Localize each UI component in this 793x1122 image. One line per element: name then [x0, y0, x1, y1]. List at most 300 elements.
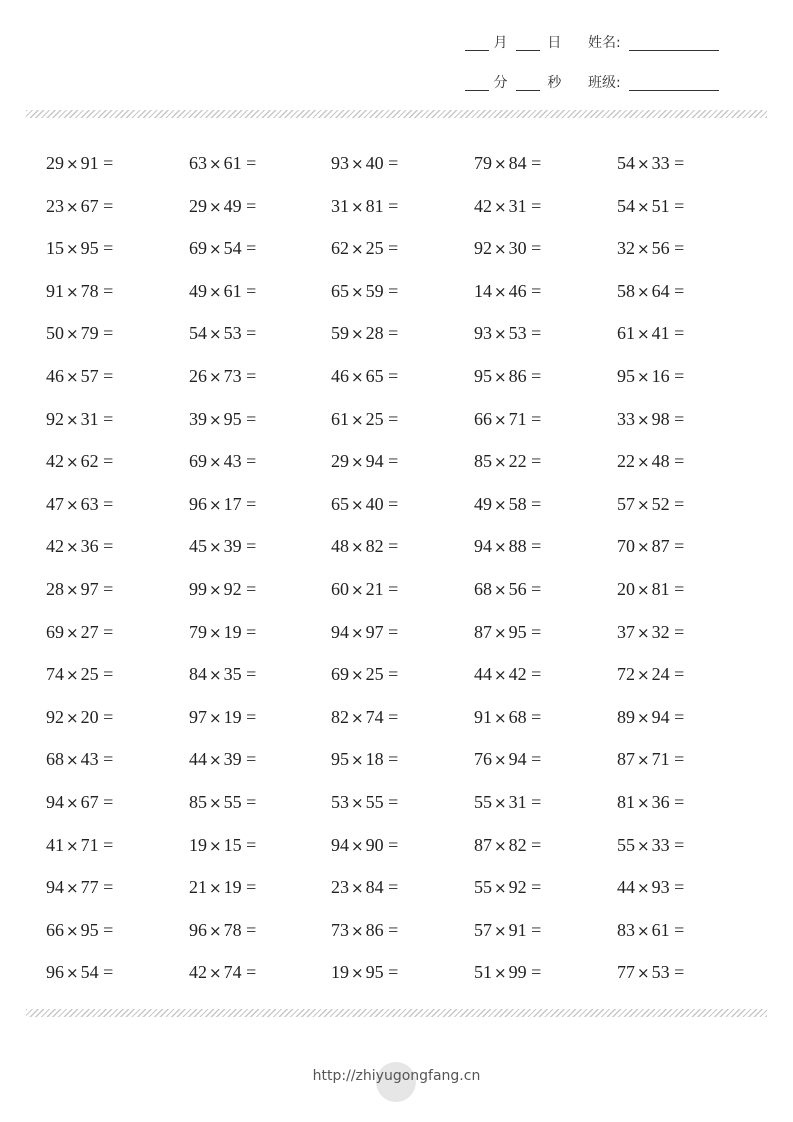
operand-b: 77 — [80, 877, 99, 898]
equals-sign: = — [246, 706, 257, 727]
equals-sign: = — [388, 195, 399, 216]
multiplication-problem — [331, 697, 398, 738]
equals-sign: = — [246, 578, 257, 599]
multiplication-problem — [189, 910, 256, 951]
times-sign: × — [66, 751, 79, 770]
minute-blank[interactable] — [465, 78, 489, 91]
times-sign: × — [494, 708, 507, 727]
multiplication-problem — [46, 910, 113, 951]
times-sign: × — [209, 410, 222, 429]
operand-b: 43 — [80, 749, 99, 770]
times-sign: × — [209, 793, 222, 812]
operand-b: 81 — [365, 195, 384, 216]
footer-url: http://zhiyugongfang.cn — [312, 1068, 481, 1084]
times-sign: × — [351, 325, 364, 344]
equals-sign: = — [246, 621, 257, 642]
equals-sign: = — [103, 536, 114, 557]
multiplication-problem — [617, 867, 684, 908]
equals-sign: = — [674, 280, 685, 301]
times-sign: × — [66, 453, 79, 472]
times-sign: × — [209, 367, 222, 386]
operand-a: 42 — [189, 962, 207, 983]
operand-b: 81 — [651, 578, 670, 599]
multiplication-problem — [189, 526, 256, 567]
equals-sign: = — [531, 962, 542, 983]
operand-b: 48 — [651, 451, 670, 472]
operand-a: 59 — [331, 323, 349, 344]
equals-sign: = — [388, 493, 399, 514]
equals-sign: = — [103, 749, 114, 770]
bottom-divider — [26, 1009, 767, 1017]
equals-sign: = — [103, 195, 114, 216]
operand-a: 58 — [617, 280, 635, 301]
equals-sign: = — [674, 664, 685, 685]
times-sign: × — [66, 538, 79, 557]
operand-a: 93 — [474, 323, 492, 344]
operand-b: 46 — [508, 280, 527, 301]
operand-a: 94 — [331, 834, 349, 855]
times-sign: × — [351, 453, 364, 472]
operand-a: 29 — [331, 451, 349, 472]
equals-sign: = — [531, 323, 542, 344]
times-sign: × — [637, 836, 650, 855]
problem-row — [46, 271, 766, 314]
operand-b: 67 — [80, 195, 99, 216]
operand-a: 55 — [474, 791, 492, 812]
equals-sign: = — [246, 493, 257, 514]
name-label: 姓名: — [588, 35, 621, 51]
operand-a: 94 — [331, 621, 349, 642]
problem-row — [46, 399, 766, 442]
multiplication-problem — [617, 654, 684, 695]
times-sign: × — [494, 538, 507, 557]
operand-b: 95 — [80, 238, 99, 259]
multiplication-problem — [331, 782, 398, 823]
operand-b: 73 — [223, 365, 242, 386]
multiplication-problem — [331, 399, 398, 440]
operand-a: 70 — [617, 536, 635, 557]
operand-b: 55 — [365, 791, 384, 812]
times-sign: × — [209, 197, 222, 216]
equals-sign: = — [674, 877, 685, 898]
operand-a: 97 — [189, 706, 207, 727]
operand-b: 55 — [223, 791, 242, 812]
operand-a: 65 — [331, 493, 349, 514]
multiplication-problem — [189, 782, 256, 823]
times-sign: × — [494, 453, 507, 472]
times-sign: × — [209, 155, 222, 173]
month-blank[interactable] — [465, 38, 489, 51]
times-sign: × — [66, 793, 79, 812]
operand-b: 61 — [651, 919, 670, 940]
times-sign: × — [351, 964, 364, 983]
problem-row — [46, 526, 766, 569]
multiplication-problem — [46, 952, 113, 993]
equals-sign: = — [531, 536, 542, 557]
times-sign: × — [209, 879, 222, 898]
multiplication-problem — [46, 313, 113, 354]
operand-a: 81 — [617, 791, 635, 812]
equals-sign: = — [388, 323, 399, 344]
operand-a: 95 — [617, 365, 635, 386]
operand-b: 24 — [651, 664, 670, 685]
times-sign: × — [66, 155, 79, 173]
operand-a: 21 — [189, 877, 207, 898]
multiplication-problem — [189, 228, 256, 269]
multiplication-problem — [474, 612, 541, 653]
equals-sign: = — [388, 408, 399, 429]
equals-sign: = — [674, 238, 685, 259]
operand-a: 99 — [189, 578, 207, 599]
operand-b: 58 — [508, 493, 527, 514]
operand-a: 94 — [46, 791, 64, 812]
times-sign: × — [637, 155, 650, 173]
operand-a: 73 — [331, 919, 349, 940]
operand-b: 53 — [651, 962, 670, 983]
multiplication-problem — [617, 825, 684, 866]
multiplication-problem — [474, 399, 541, 440]
operand-b: 71 — [508, 408, 527, 429]
operand-a: 96 — [189, 919, 207, 940]
times-sign: × — [637, 580, 650, 599]
equals-sign: = — [103, 408, 114, 429]
equals-sign: = — [246, 280, 257, 301]
times-sign: × — [494, 751, 507, 770]
equals-sign: = — [531, 749, 542, 770]
operand-b: 63 — [80, 493, 99, 514]
multiplication-problem — [331, 952, 398, 993]
equals-sign: = — [103, 664, 114, 685]
multiplication-problem — [474, 825, 541, 866]
operand-b: 31 — [508, 195, 527, 216]
times-sign: × — [351, 751, 364, 770]
operand-a: 87 — [617, 749, 635, 770]
operand-a: 69 — [189, 451, 207, 472]
times-sign: × — [66, 666, 79, 685]
times-sign: × — [637, 793, 650, 812]
operand-a: 92 — [46, 706, 64, 727]
operand-b: 32 — [651, 621, 670, 642]
multiplication-problem — [617, 612, 684, 653]
equals-sign: = — [103, 493, 114, 514]
operand-a: 94 — [46, 877, 64, 898]
operand-a: 76 — [474, 749, 492, 770]
operand-a: 54 — [189, 323, 207, 344]
times-sign: × — [494, 793, 507, 812]
multiplication-problem — [189, 356, 256, 397]
multiplication-problem — [331, 143, 398, 184]
operand-a: 53 — [331, 791, 349, 812]
operand-b: 88 — [508, 536, 527, 557]
problem-row — [46, 484, 766, 527]
equals-sign: = — [531, 706, 542, 727]
multiplication-problem — [46, 782, 113, 823]
operand-b: 17 — [223, 493, 242, 514]
problem-row — [46, 910, 766, 953]
equals-sign: = — [103, 706, 114, 727]
problem-row — [46, 441, 766, 484]
equals-sign: = — [674, 536, 685, 557]
multiplication-problem — [189, 399, 256, 440]
times-sign: × — [351, 240, 364, 259]
operand-a: 49 — [474, 493, 492, 514]
equals-sign: = — [531, 919, 542, 940]
times-sign: × — [66, 836, 79, 855]
times-sign: × — [637, 538, 650, 557]
equals-sign: = — [388, 451, 399, 472]
operand-a: 57 — [474, 919, 492, 940]
multiplication-problem — [474, 143, 541, 184]
problem-row — [46, 782, 766, 825]
equals-sign: = — [674, 621, 685, 642]
times-sign: × — [66, 921, 79, 940]
multiplication-problem — [189, 612, 256, 653]
multiplication-problem — [474, 228, 541, 269]
equals-sign: = — [246, 153, 257, 173]
equals-sign: = — [531, 365, 542, 386]
times-sign: × — [494, 410, 507, 429]
operand-b: 84 — [365, 877, 384, 898]
times-sign: × — [637, 495, 650, 514]
operand-a: 60 — [331, 578, 349, 599]
operand-b: 61 — [223, 280, 242, 301]
operand-a: 94 — [474, 536, 492, 557]
times-sign: × — [209, 495, 222, 514]
operand-a: 22 — [617, 451, 635, 472]
equals-sign: = — [674, 323, 685, 344]
name-blank[interactable] — [629, 38, 719, 51]
operand-a: 32 — [617, 238, 635, 259]
equals-sign: = — [388, 706, 399, 727]
operand-b: 16 — [651, 365, 670, 386]
operand-b: 15 — [223, 834, 242, 855]
top-divider — [26, 110, 767, 118]
operand-b: 25 — [80, 664, 99, 685]
operand-a: 42 — [46, 536, 64, 557]
operand-a: 84 — [189, 664, 207, 685]
equals-sign: = — [531, 280, 542, 301]
multiplication-problem — [474, 526, 541, 567]
operand-b: 35 — [223, 664, 242, 685]
times-sign: × — [66, 282, 79, 301]
operand-b: 65 — [365, 365, 384, 386]
operand-b: 94 — [508, 749, 527, 770]
operand-b: 82 — [508, 834, 527, 855]
operand-b: 95 — [365, 962, 384, 983]
multiplication-problem — [331, 356, 398, 397]
operand-a: 92 — [474, 238, 492, 259]
operand-b: 59 — [365, 280, 384, 301]
equals-sign: = — [103, 791, 114, 812]
operand-a: 79 — [189, 621, 207, 642]
operand-b: 78 — [223, 919, 242, 940]
multiplication-problem — [617, 228, 684, 269]
times-sign: × — [351, 793, 364, 812]
equals-sign: = — [388, 365, 399, 386]
operand-a: 69 — [331, 664, 349, 685]
multiplication-problem — [331, 484, 398, 525]
operand-b: 52 — [651, 493, 670, 514]
equals-sign: = — [246, 749, 257, 770]
multiplication-problem — [617, 739, 684, 780]
operand-b: 67 — [80, 791, 99, 812]
multiplication-problem — [189, 313, 256, 354]
equals-sign: = — [103, 153, 114, 173]
times-sign: × — [637, 240, 650, 259]
operand-b: 93 — [651, 877, 670, 898]
operand-a: 89 — [617, 706, 635, 727]
operand-a: 14 — [474, 280, 492, 301]
times-sign: × — [351, 623, 364, 642]
multiplication-problem — [189, 952, 256, 993]
multiplication-problem — [331, 186, 398, 227]
equals-sign: = — [388, 153, 399, 173]
operand-b: 19 — [223, 621, 242, 642]
operand-a: 48 — [331, 536, 349, 557]
operand-b: 56 — [651, 238, 670, 259]
equals-sign: = — [388, 919, 399, 940]
operand-b: 30 — [508, 238, 527, 259]
operand-a: 45 — [189, 536, 207, 557]
equals-sign: = — [674, 791, 685, 812]
operand-a: 31 — [331, 195, 349, 216]
operand-a: 47 — [46, 493, 64, 514]
operand-b: 95 — [508, 621, 527, 642]
operand-a: 33 — [617, 408, 635, 429]
problem-row — [46, 228, 766, 271]
operand-b: 91 — [508, 919, 527, 940]
multiplication-problem — [617, 399, 684, 440]
operand-a: 87 — [474, 621, 492, 642]
operand-b: 78 — [80, 280, 99, 301]
operand-b: 18 — [365, 749, 384, 770]
operand-b: 56 — [508, 578, 527, 599]
times-sign: × — [637, 708, 650, 727]
times-sign: × — [209, 751, 222, 770]
times-sign: × — [637, 964, 650, 983]
times-sign: × — [351, 708, 364, 727]
operand-a: 50 — [46, 323, 64, 344]
equals-sign: = — [246, 536, 257, 557]
day-label: 日 — [547, 35, 562, 51]
operand-b: 39 — [223, 749, 242, 770]
times-sign: × — [66, 325, 79, 344]
equals-sign: = — [103, 919, 114, 940]
operand-b: 61 — [223, 153, 242, 173]
operand-a: 29 — [46, 153, 64, 173]
times-sign: × — [209, 964, 222, 983]
equals-sign: = — [388, 791, 399, 812]
equals-sign: = — [103, 834, 114, 855]
times-sign: × — [494, 666, 507, 685]
equals-sign: = — [531, 877, 542, 898]
times-sign: × — [637, 921, 650, 940]
second-label: 秒 — [547, 75, 562, 91]
equals-sign: = — [674, 706, 685, 727]
times-sign: × — [637, 879, 650, 898]
equals-sign: = — [674, 451, 685, 472]
multiplication-problem — [331, 825, 398, 866]
second-blank[interactable] — [516, 78, 540, 91]
operand-b: 98 — [651, 408, 670, 429]
times-sign: × — [494, 964, 507, 983]
operand-b: 28 — [365, 323, 384, 344]
multiplication-problem — [617, 313, 684, 354]
operand-a: 62 — [331, 238, 349, 259]
multiplication-problem — [617, 356, 684, 397]
multiplication-problem — [474, 697, 541, 738]
operand-a: 57 — [617, 493, 635, 514]
operand-a: 96 — [46, 962, 64, 983]
class-blank[interactable] — [629, 78, 719, 91]
operand-a: 15 — [46, 238, 64, 259]
times-sign: × — [494, 580, 507, 599]
equals-sign: = — [388, 877, 399, 898]
times-sign: × — [351, 580, 364, 599]
operand-b: 42 — [508, 664, 527, 685]
times-sign: × — [494, 197, 507, 216]
operand-a: 72 — [617, 664, 635, 685]
operand-a: 91 — [474, 706, 492, 727]
equals-sign: = — [674, 749, 685, 770]
operand-b: 74 — [365, 706, 384, 727]
operand-b: 53 — [223, 323, 242, 344]
operand-a: 19 — [331, 962, 349, 983]
times-sign: × — [66, 879, 79, 898]
operand-a: 68 — [474, 578, 492, 599]
operand-a: 61 — [617, 323, 635, 344]
operand-a: 85 — [189, 791, 207, 812]
multiplication-problem — [189, 271, 256, 312]
operand-a: 82 — [331, 706, 349, 727]
operand-a: 95 — [474, 365, 492, 386]
equals-sign: = — [531, 621, 542, 642]
operand-b: 87 — [651, 536, 670, 557]
operand-b: 20 — [80, 706, 99, 727]
times-sign: × — [637, 623, 650, 642]
operand-b: 53 — [508, 323, 527, 344]
day-blank[interactable] — [516, 38, 540, 51]
operand-a: 39 — [189, 408, 207, 429]
times-sign: × — [494, 282, 507, 301]
operand-a: 63 — [189, 153, 207, 173]
times-sign: × — [637, 751, 650, 770]
times-sign: × — [494, 836, 507, 855]
operand-b: 27 — [80, 621, 99, 642]
operand-a: 66 — [46, 919, 64, 940]
operand-b: 31 — [80, 408, 99, 429]
operand-a: 68 — [46, 749, 64, 770]
operand-b: 84 — [508, 153, 527, 173]
operand-a: 51 — [474, 962, 492, 983]
equals-sign: = — [531, 791, 542, 812]
multiplication-problem — [617, 569, 684, 610]
operand-b: 21 — [365, 578, 384, 599]
equals-sign: = — [388, 536, 399, 557]
problem-row — [46, 313, 766, 356]
times-sign: × — [494, 879, 507, 898]
equals-sign: = — [674, 919, 685, 940]
operand-b: 40 — [365, 493, 384, 514]
multiplication-problem — [46, 271, 113, 312]
operand-b: 62 — [80, 451, 99, 472]
operand-a: 74 — [46, 664, 64, 685]
operand-b: 82 — [365, 536, 384, 557]
multiplication-problem — [46, 569, 113, 610]
times-sign: × — [637, 410, 650, 429]
operand-b: 94 — [365, 451, 384, 472]
equals-sign: = — [103, 962, 114, 983]
